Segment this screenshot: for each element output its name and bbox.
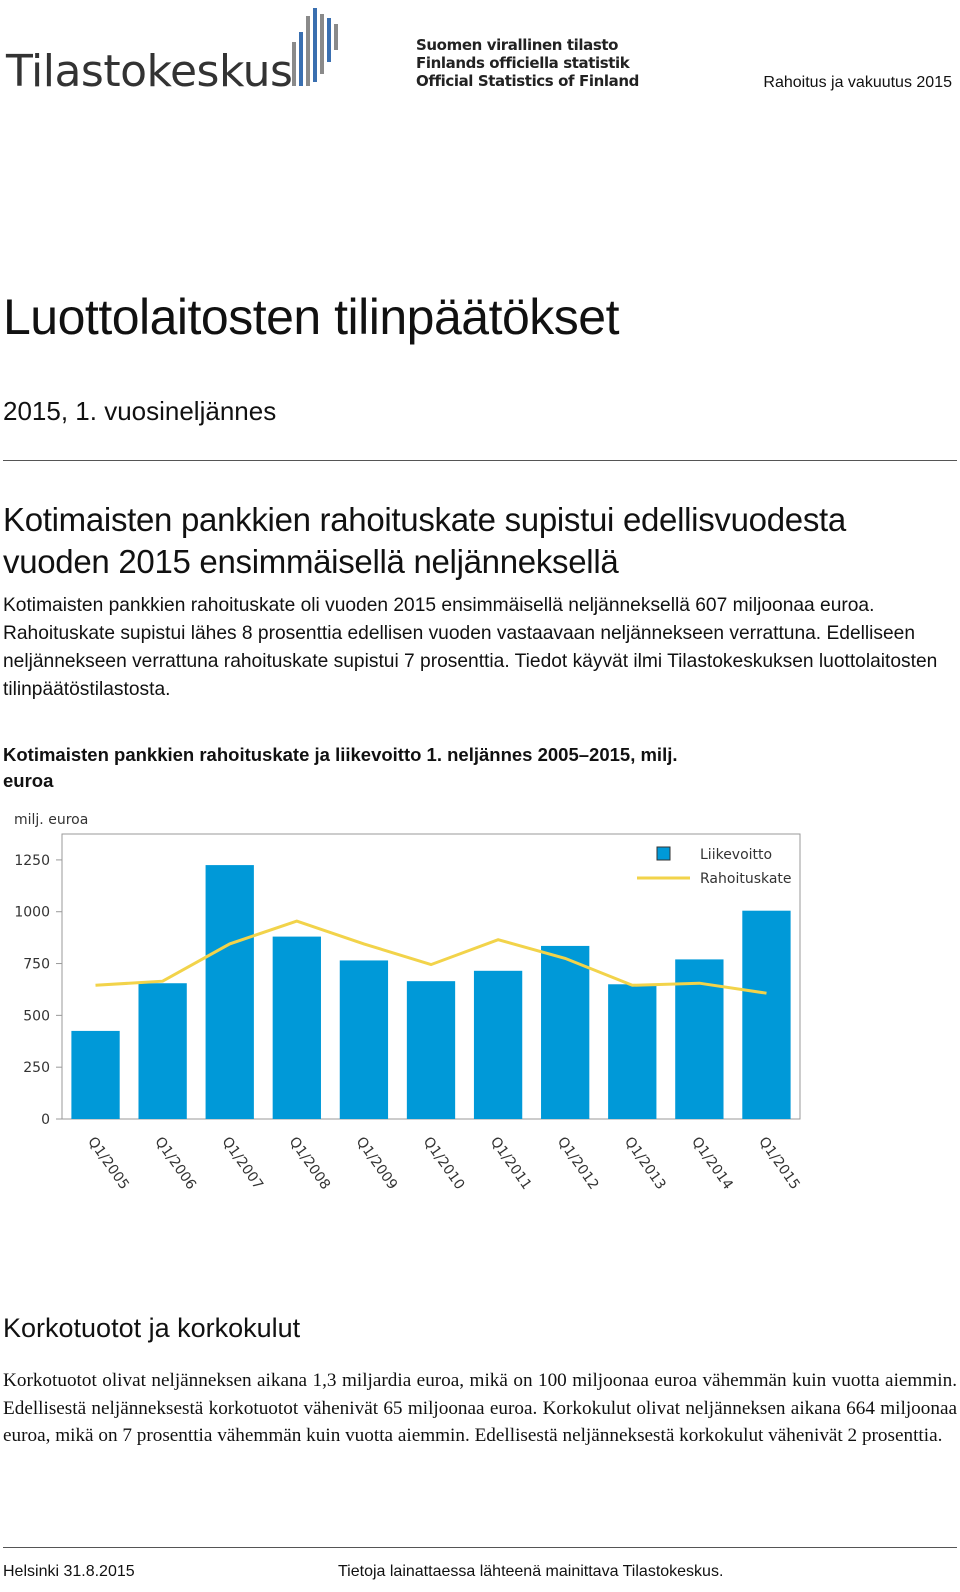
bar-liikevoitto — [474, 971, 522, 1119]
logo-bar — [313, 8, 317, 82]
x-tick-label: Q1/2007 — [218, 1134, 267, 1193]
logo-wordmark: Tilastokeskus — [6, 46, 293, 97]
divider — [3, 460, 957, 461]
document-subtitle: 2015, 1. vuosineljännes — [3, 396, 277, 426]
official-statistics-line-fi: Suomen virallinen tilasto — [416, 36, 619, 54]
y-tick-label: 1000 — [14, 904, 50, 921]
logo-bar — [334, 24, 338, 50]
y-tick-label: 1250 — [14, 852, 50, 869]
bar-liikevoitto — [407, 981, 455, 1119]
legend-swatch-liikevoitto — [657, 847, 670, 860]
logo-bar — [327, 18, 331, 62]
bar-liikevoitto — [206, 865, 254, 1119]
logo-bars-icon — [292, 8, 338, 86]
chart — [0, 812, 830, 1212]
x-tick-label: Q1/2008 — [285, 1134, 334, 1193]
x-tick-label: Q1/2011 — [486, 1134, 535, 1193]
document-title: Luottolaitosten tilinpäätökset — [3, 289, 619, 345]
y-tick-label: 250 — [23, 1060, 50, 1077]
legend-label-rahoituskate: Rahoituskate — [700, 871, 792, 887]
official-statistics-line-sv: Finlands officiella statistik — [416, 54, 630, 72]
logo-bar — [320, 14, 324, 74]
bar-liikevoitto — [541, 946, 589, 1119]
article-headline: Kotimaisten pankkien rahoituskate supistui edellisvuodesta vuoden 2015 ensimmäisellä neljänneksellä — [3, 501, 846, 580]
bar-liikevoitto — [742, 911, 790, 1119]
section-body: Korkotuotot olivat neljänneksen aikana 1,3 miljardia euroa, mikä on 100 miljoonaa euroa vähemmän kuin vuotta aiemmin. Edellisestä neljänneksestä korkotuotot vähenivät 65 miljoonaa euroa. Korkokulut olivat neljänneksen aikana 664 miljoonaa euroa, mikä on 7 prosenttia vähemmän kuin vuotta aiemmin. Edellisestä neljänneksestä korkokulut vähenivät 2 prosenttia. — [3, 1370, 957, 1446]
x-tick-label: Q1/2015 — [755, 1134, 803, 1193]
logo-bar — [299, 32, 303, 86]
chart-legend — [637, 847, 792, 887]
footer-divider — [3, 1547, 957, 1548]
official-statistics-line-en: Official Statistics of Finland — [416, 72, 639, 90]
bar-liikevoitto — [71, 1031, 119, 1119]
logo-bar — [292, 42, 296, 86]
y-tick-label: 500 — [23, 1008, 50, 1025]
article-lead: Kotimaisten pankkien rahoituskate oli vuoden 2015 ensimmäisellä neljänneksellä 607 miljoonaa euroa. Rahoituskate supistui lähes 8 prosenttia edellisen vuoden vastaavaan neljännekseen verrattuna. Edelliseen neljännekseen verrattuna rahoituskate supistui 7 prosenttia. Tiedot käyvät ilmi Tilastokeskuksen luottolaitosten tilinpäätöstilastosta. — [3, 595, 938, 700]
legend-label-liikevoitto: Liikevoitto — [700, 847, 773, 863]
logo-bar — [306, 16, 310, 86]
bar-liikevoitto — [273, 937, 321, 1119]
bar-liikevoitto — [608, 984, 656, 1119]
x-tick-label: Q1/2013 — [620, 1134, 669, 1193]
y-tick-label: 0 — [41, 1112, 50, 1128]
bar-liikevoitto — [138, 983, 186, 1119]
y-tick-label: 750 — [23, 956, 50, 973]
x-tick-label: Q1/2009 — [352, 1134, 401, 1193]
bar-liikevoitto — [340, 960, 388, 1119]
footer-citation-note: Tietoja lainattaessa lähteenä mainittava Tilastokeskus. — [338, 1563, 724, 1580]
tilastokeskus-logo — [4, 2, 344, 98]
x-tick-label: Q1/2005 — [84, 1134, 132, 1193]
x-tick-label: Q1/2014 — [688, 1134, 736, 1193]
x-tick-label: Q1/2006 — [151, 1134, 200, 1193]
footer-place-date: Helsinki 31.8.2015 — [3, 1563, 135, 1580]
x-tick-label: Q1/2010 — [419, 1134, 468, 1193]
chart-heading: Kotimaisten pankkien rahoituskate ja liikevoitto 1. neljännes 2005–2015, milj. euroa — [3, 744, 678, 791]
section-heading: Korkotuotot ja korkokulut — [3, 1313, 301, 1343]
x-tick-label: Q1/2012 — [553, 1134, 602, 1193]
series-title: Rahoitus ja vakuutus 2015 — [763, 74, 952, 91]
y-axis-label: milj. euroa — [14, 812, 89, 828]
